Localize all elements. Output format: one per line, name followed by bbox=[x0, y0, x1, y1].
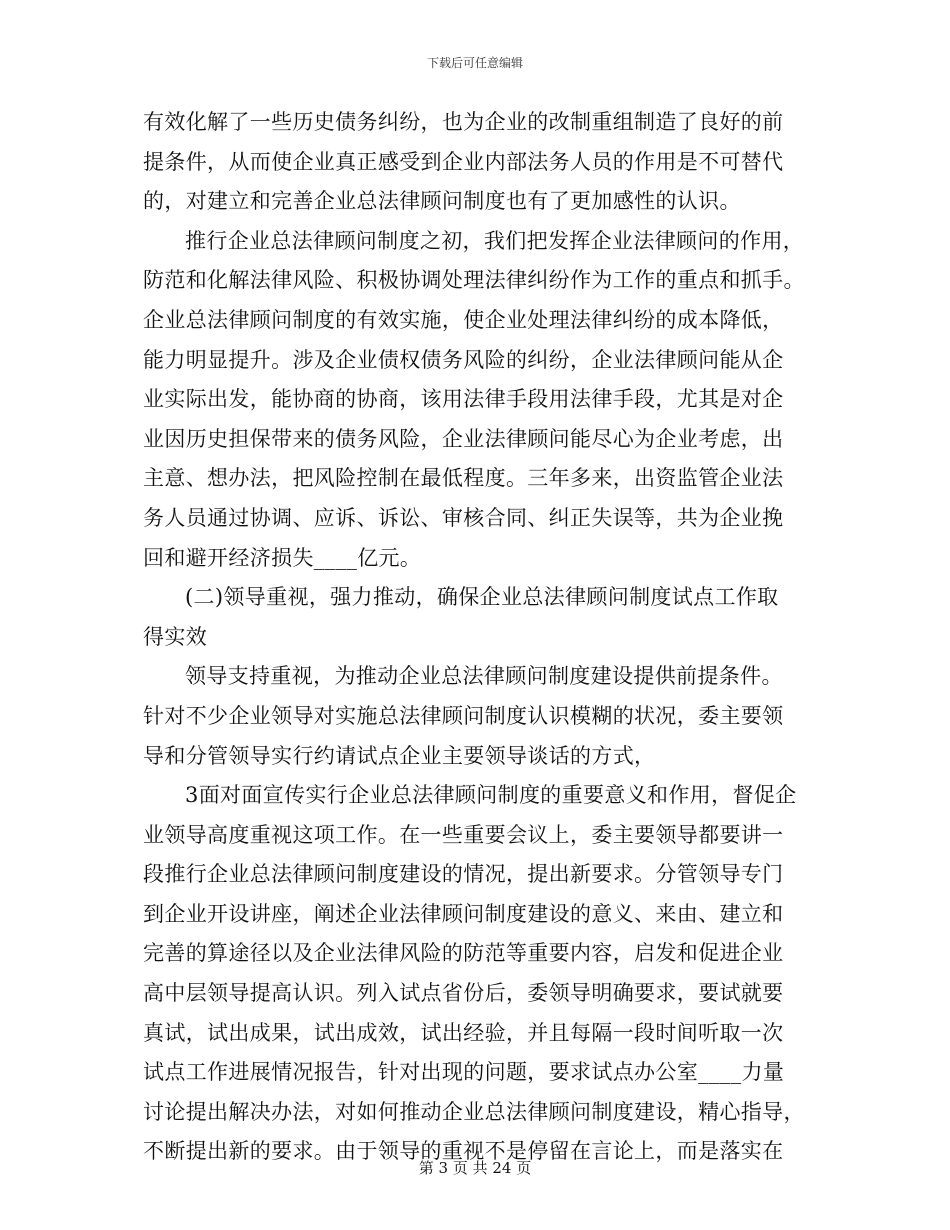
text-line: 讨论提出解决办法，对如何推动企业总法律顾问制度建设，精心指导， bbox=[143, 1099, 805, 1124]
text-line: 务人员通过协调、应诉、诉讼、审核合同、纠正失误等，共为企业挽 bbox=[143, 505, 784, 530]
text-line: 推行企业总法律顾问制度之初，我们把发挥企业法律顾问的作用， bbox=[185, 228, 805, 253]
text-line: 领导支持重视，为推动企业总法律顾问制度建设提供前提条件。 bbox=[185, 664, 783, 689]
text-line: 业领导高度重视这项工作。在一些重要会议上，委主要领导都要讲一 bbox=[143, 822, 784, 847]
document-body bbox=[143, 103, 813, 1172]
text-line: 完善的算途径以及企业法律风险的防范等重要内容，启发和促进企业 bbox=[143, 941, 784, 966]
text-line: 能力明显提升。涉及企业债权债务风险的纠纷，企业法律顾问能从企 bbox=[143, 347, 784, 372]
text-line: 段推行企业总法律顾问制度建设的情况，提出新要求。分管领导专门 bbox=[143, 862, 784, 887]
text-line: 到企业开设讲座，阐述企业法律顾问制度建设的意义、来由、建立和 bbox=[143, 901, 784, 926]
text-line: 有效化解了一些历史债务纠纷，也为企业的改制重组制造了良好的前 bbox=[143, 110, 784, 134]
text-line: 回和避开经济损失____亿元。 bbox=[143, 545, 422, 570]
text-line: 业实际出发，能协商的协商，该用法律手段用法律手段，尤其是对企 bbox=[143, 387, 784, 412]
text-line: 针对不少企业领导对实施总法律顾问制度认识模糊的状况，委主要领 bbox=[143, 703, 784, 728]
text-line: 业因历史担保带来的债务风险，企业法律顾问能尽心为企业考虑，出 bbox=[143, 426, 784, 451]
text-line: 提条件，从而使企业真正感受到企业内部法务人员的作用是不可替代 bbox=[143, 149, 784, 174]
text-line: 3面对面宣传实行企业总法律顾问制度的重要意义和作用，督促企 bbox=[185, 783, 797, 808]
text-line: 主意、想办法，把风险控制在最低程度。三年多来，出资监管企业法 bbox=[143, 466, 784, 491]
text-line: 企业总法律顾问制度的有效实施，使企业处理法律纠纷的成本降低， bbox=[143, 307, 784, 332]
section-heading: 得实效 bbox=[143, 624, 208, 649]
section-heading: (二)领导重视，强力推动，确保企业总法律顾问制度试点工作取 bbox=[185, 585, 779, 610]
page-header: 下载后可任意编辑 bbox=[426, 56, 523, 70]
text-line: 高中层领导提高认识。列入试点省份后，委领导明确要求，要试就要 bbox=[143, 981, 784, 1006]
text-line: 的，对建立和完善企业总法律顾问制度也有了更加感性的认识。 bbox=[143, 189, 741, 214]
text-line: 防范和化解法律风险、积极协调处理法律纠纷作为工作的重点和抓手。 bbox=[143, 268, 805, 293]
text-line: 不断提出新的要求。由于领导的重视不是停留在言论上，而是落实在 bbox=[143, 1139, 784, 1164]
page-footer: 第 3 页 共 24 页 bbox=[418, 1159, 532, 1177]
text-line: 导和分管领导实行约请试点企业主要领导谈话的方式， bbox=[143, 743, 656, 768]
text-line: 真试，试出成果，试出成效，试出经验，并且每隔一段时间听取一次 bbox=[143, 1020, 784, 1045]
text-line: 试点工作进展情况报告，针对出现的问题，要求试点办公室____力量 bbox=[143, 1060, 785, 1085]
